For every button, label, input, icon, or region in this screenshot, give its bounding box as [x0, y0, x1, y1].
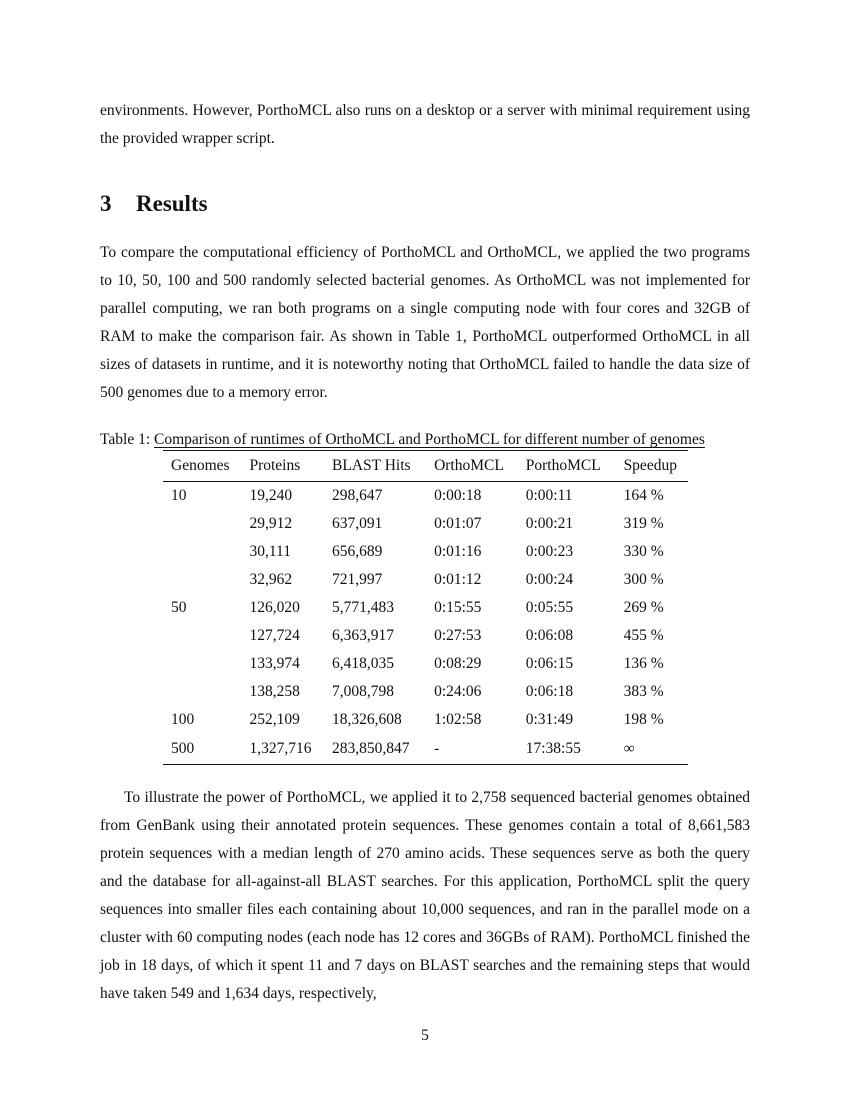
table-cell: 0:08:29 [434, 655, 482, 672]
table-row [163, 594, 688, 622]
table-cell [163, 538, 241, 566]
table-cell: 300 % [623, 571, 664, 588]
table-cell: 252,109 [249, 711, 300, 728]
table-caption-text: Comparison of runtimes of OrthoMCL and PorthoMCL for different number of genomes [154, 431, 705, 448]
table-cell: 383 % [623, 683, 664, 700]
table-cell: ∞ [623, 740, 635, 757]
table-cell [163, 622, 241, 650]
table-cell: 0:06:18 [525, 683, 574, 700]
table-cell: 5,771,483 [332, 599, 395, 616]
column-header: Speedup [623, 457, 677, 474]
table-cell [163, 678, 241, 706]
table-cell: 637,091 [332, 515, 383, 532]
column-header: OrthoMCL [434, 457, 504, 474]
table-row [163, 622, 688, 650]
table-row [163, 706, 688, 734]
table-cell: 10 [171, 487, 187, 504]
table-cell: 0:31:49 [525, 711, 574, 728]
table-cell: 126,020 [249, 599, 300, 616]
column-header: BLAST Hits [332, 457, 411, 474]
table-cell: 0:00:24 [525, 571, 574, 588]
paragraph-results: To compare the computational efficiency of PorthoMCL and OrthoMCL, we applied the two programs to 10, 50, 100 and 500 randomly selected bacterial genomes. As OrthoMCL was not implemented for parallel computing, we ran both programs on a single computing node with four cores and 32GB of RAM to make the comparison fair. As shown in Table 1, PorthoMCL outperformed OrthoMCL in all sizes of datasets in runtime, and it is noteworthy noting that OrthoMCL failed to handle the data size of 500 genomes due to a memory error. [100, 244, 750, 401]
table-row [163, 650, 688, 678]
table-cell: 0:00:11 [525, 487, 573, 504]
table-cell: 0:06:15 [525, 655, 574, 672]
table-cell [163, 650, 241, 678]
table-cell: 127,724 [249, 627, 300, 644]
table-cell: 283,850,847 [332, 740, 410, 757]
section-heading [100, 188, 208, 220]
table-cell: 6,363,917 [332, 627, 395, 644]
table-cell: 32,962 [249, 571, 293, 588]
table-cell: 0:24:06 [434, 683, 482, 700]
table-row [163, 734, 688, 765]
table-cell: 330 % [623, 543, 664, 560]
table-row [163, 566, 688, 594]
table-cell: 319 % [623, 515, 664, 532]
table-row [163, 510, 688, 538]
paragraph-application: To illustrate the power of PorthoMCL, we applied it to 2,758 sequenced bacterial genomes obtained from GenBank using their annotated protein sequences. These genomes contain a total of 8,661,583 protein sequences with a median length of 270 amino acids. These sequences serve as both the query and the database for all-against-all BLAST searches. For this application, PorthoMCL split the query sequences into smaller files each containing about 10,000 sequences, and ran in the parallel mode on a cluster with 60 computing nodes (each node has 12 cores and 36GBs of RAM). PorthoMCL finished the job in 18 days, of which it spent 11 and 7 days on BLAST searches and the remaining steps that would have taken 549 and 1,634 days, respectively, [100, 789, 750, 1002]
table-row [163, 538, 688, 566]
table-cell: 136 % [623, 655, 664, 672]
table-cell: 298,647 [332, 487, 383, 504]
table-cell: 19,240 [249, 487, 293, 504]
section-title: Results [136, 191, 208, 216]
table-cell: 0:01:16 [434, 543, 482, 560]
table-cell: 6,418,035 [332, 655, 395, 672]
table-cell: 50 [171, 599, 187, 616]
table-cell: 0:00:21 [525, 515, 574, 532]
table-cell: 656,689 [332, 543, 383, 560]
table-cell: 721,997 [332, 571, 383, 588]
table-cell [163, 566, 241, 594]
table-row [163, 678, 688, 706]
table-cell: 198 % [623, 711, 664, 728]
paragraph-intro: environments. However, PorthoMCL also runs on a desktop or a server with minimal requirement using the provided wrapper script. [100, 102, 750, 147]
column-header: Proteins [249, 457, 301, 474]
table-cell: 0:00:23 [525, 543, 574, 560]
page-number: 5 [421, 1027, 429, 1044]
column-header: Genomes [171, 457, 230, 474]
table-header-row [163, 451, 688, 482]
table-cell: 1,327,716 [249, 740, 312, 757]
runtime-comparison-table [163, 450, 688, 765]
table-cell: 0:01:07 [434, 515, 482, 532]
table-cell: 500 [171, 740, 195, 757]
table-cell: 29,912 [249, 515, 293, 532]
table-cell: 138,258 [249, 683, 300, 700]
table-cell: 1:02:58 [434, 711, 482, 728]
table-cell: 0:00:18 [434, 487, 482, 504]
table-cell: 0:06:08 [525, 627, 574, 644]
table-cell [163, 510, 241, 538]
table-cell: 133,974 [249, 655, 300, 672]
table-cell: 0:01:12 [434, 571, 482, 588]
table-cell: 0:05:55 [525, 599, 574, 616]
table-caption-label: Table 1: [100, 431, 151, 448]
table-cell: 0:15:55 [434, 599, 482, 616]
table-cell: 0:27:53 [434, 627, 482, 644]
table-cell: 17:38:55 [525, 740, 581, 757]
table-cell: - [434, 740, 440, 757]
table-cell: 18,326,608 [332, 711, 402, 728]
column-header: PorthoMCL [525, 457, 601, 474]
table-cell: 30,111 [249, 543, 291, 560]
table-cell: 269 % [623, 599, 664, 616]
table-body [163, 482, 688, 765]
table-cell: 455 % [623, 627, 664, 644]
table-cell: 7,008,798 [332, 683, 395, 700]
section-number: 3 [100, 191, 112, 216]
table-row [163, 482, 688, 511]
table-cell: 100 [171, 711, 195, 728]
table-cell: 164 % [623, 487, 664, 504]
